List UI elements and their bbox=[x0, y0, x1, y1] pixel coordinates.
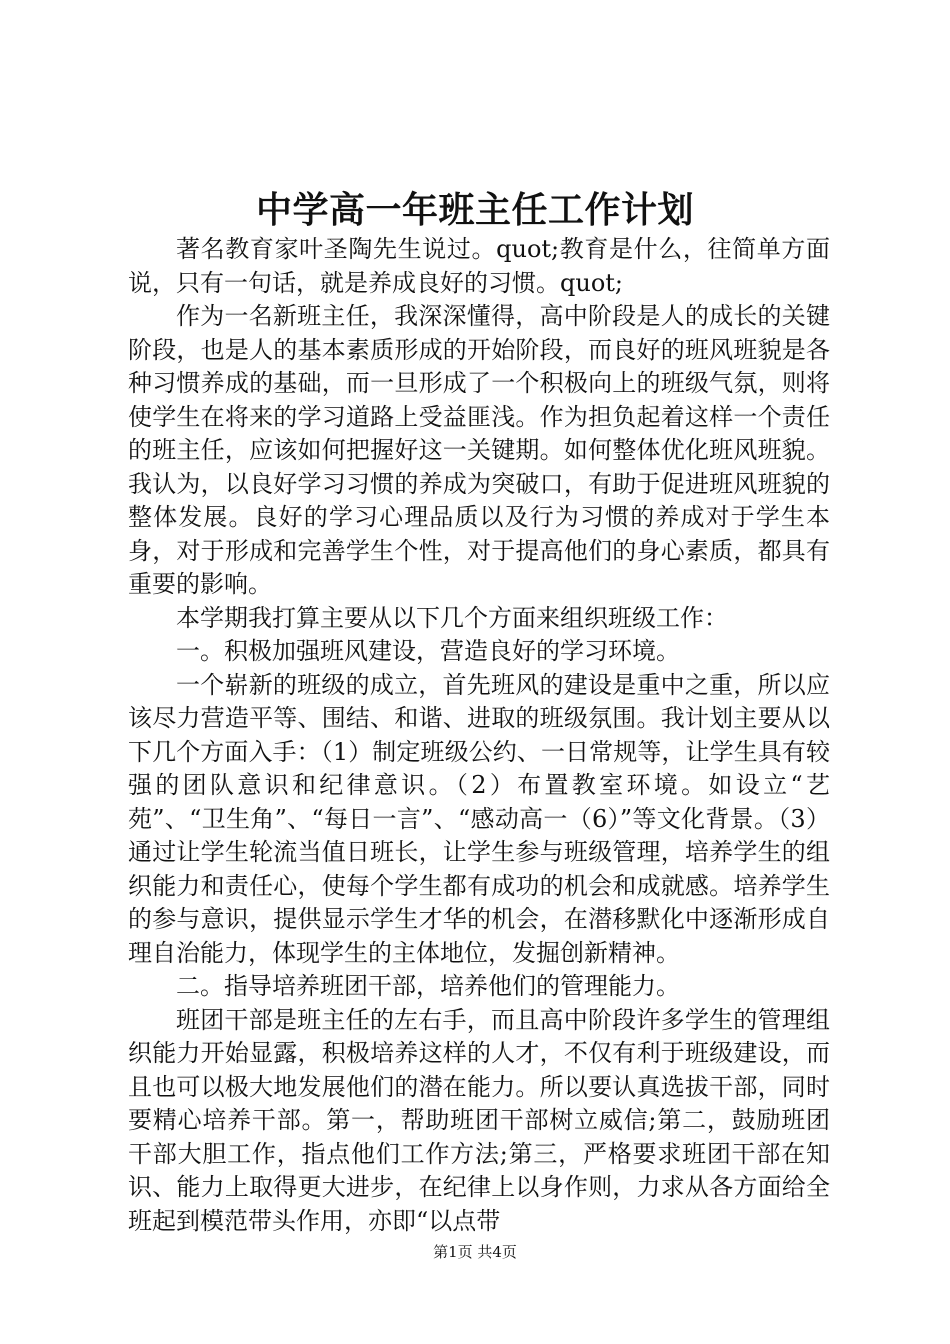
paragraph-intro: 著名教育家叶圣陶先生说过。quot;教育是什么，往简单方面说，只有一句话，就是养成良好的习惯。quot; bbox=[128, 235, 830, 297]
document-body bbox=[128, 233, 830, 1238]
paragraph-plan-overview: 本学期我打算主要从以下几个方面来组织班级工作： bbox=[176, 603, 728, 632]
page-footer: 第1页 共4页 bbox=[433, 1243, 517, 1261]
paragraph-class-style: 一个崭新的班级的成立，首先班风的建设是重中之重，所以应该尽力营造平等、围结、和谐、进取的班级氛围。我计划主要从以下几个方面入手：（1）制定班级公约、一日常规等，让学生具有较强的团队意识和纪律意识。（2）布置教室环境。如设立“艺苑”、“卫生角”、“每日一言”、“感动高一（6）”等文化背景。（3）通过让学生轮流当值日班长，让学生参与班级管理，培养学生的组织能力和责任心，使每个学生都有成功的机会和成就感。培养学生的参与意识，提供显示学生才华的机会，在潜移默化中逐渐形成自理自治能力，体现学生的主体地位，发掘创新精神。 bbox=[128, 670, 830, 967]
document-title: 中学高一年班主任工作计划 bbox=[255, 189, 694, 231]
paragraph-understanding: 作为一名新班主任，我深深懂得，高中阶段是人的成长的关键阶段，也是人的基本素质形成的开始阶段，而良好的班风班貌是各种习惯养成的基础，而一旦形成了一个积极向上的班级气氛，则将使学生在将来的学习道路上受益匪浅。作为担负起着这样一个责任的班主任，应该如何把握好这一关键期。如何整体优化班风班貌。我认为，以良好学习习惯的养成为突破口，有助于促进班风班貌的整体发展。良好的学习心理品质以及行为习惯的养成对于学生本身，对于形成和完善学生个性，对于提高他们的身心素质，都具有重要的影响。 bbox=[128, 302, 830, 598]
paragraph-class-cadres: 班团干部是班主任的左右手，而且高中阶段许多学生的管理组织能力开始显露，积极培养这样的人才，不仅有利于班级建设，而且也可以极大地发展他们的潜在能力。所以要认真选拔干部，同时要精心培养干部。第一，帮助班团干部树立威信;第二，鼓励班团干部大胆工作，指点他们工作方法;第三，严格要求班团干部在知识、能力上取得更大进步，在纪律上以身作则，力求从各方面给全班起到模范带头作用，亦即“以点带 bbox=[128, 1005, 830, 1235]
section-heading-1: 一。积极加强班风建设，营造良好的学习环境。 bbox=[176, 637, 680, 665]
section-heading-2: 二。指导培养班团干部，培养他们的管理能力。 bbox=[176, 972, 680, 1000]
